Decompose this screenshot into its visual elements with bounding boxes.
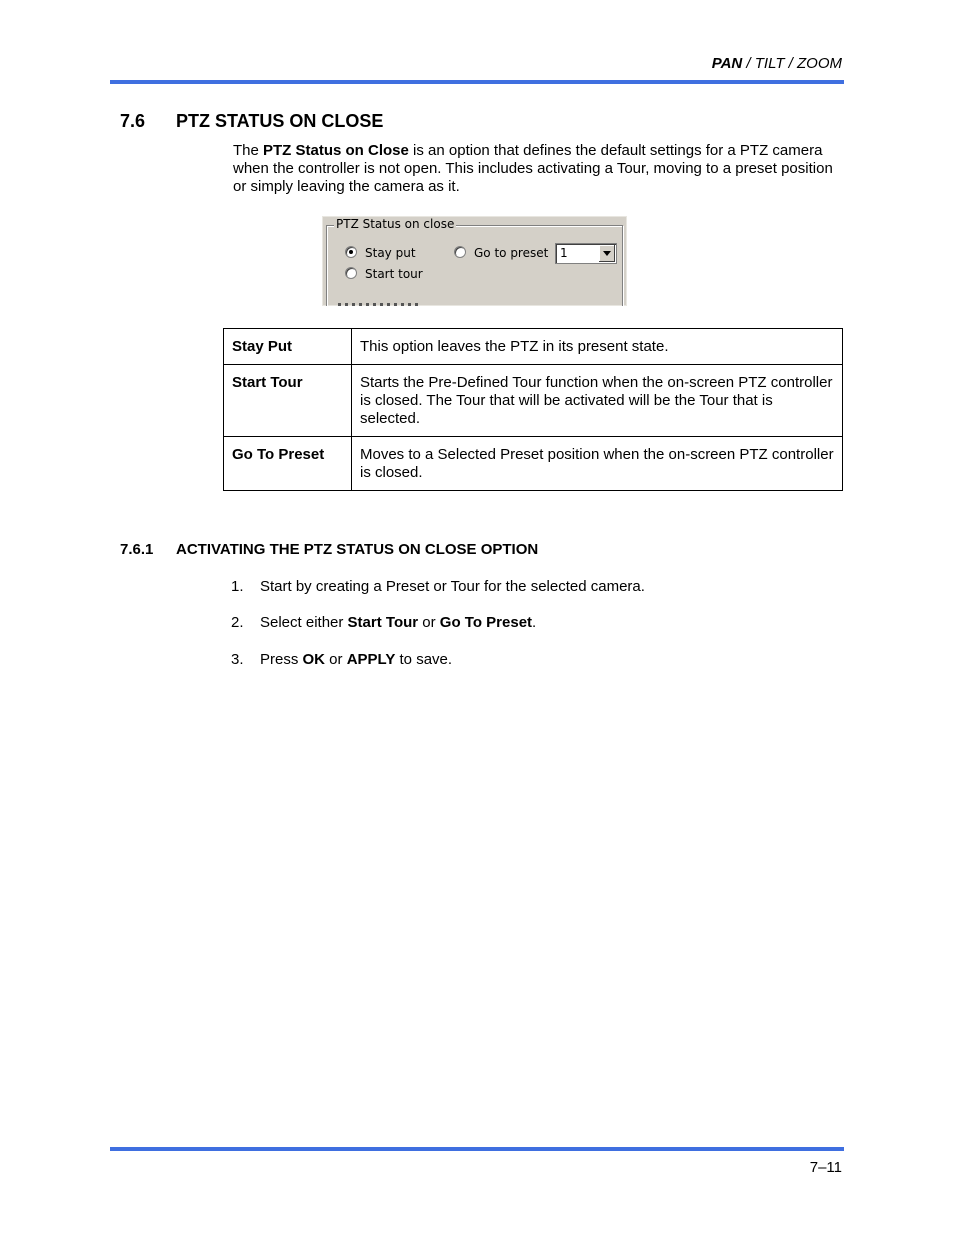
step-2	[231, 614, 536, 631]
subsection-title: ACTIVATING THE PTZ STATUS ON CLOSE OPTION	[176, 541, 539, 558]
cropped-text-fragment	[338, 303, 418, 306]
step-bold: Start Tour	[347, 614, 419, 631]
chevron-down-icon[interactable]	[599, 245, 615, 262]
go-to-preset-radio[interactable]	[454, 246, 466, 258]
stay-put-radio[interactable]	[345, 246, 357, 258]
step-number: 1.	[231, 578, 244, 595]
step-text: Press	[260, 651, 303, 668]
section-title: PTZ STATUS ON CLOSE	[176, 111, 384, 131]
section-number: 7.6	[120, 111, 146, 131]
step-text: .	[532, 614, 537, 631]
header-rest: / TILT / ZOOM	[742, 55, 842, 72]
options-table	[223, 328, 843, 491]
option-term: Stay Put	[224, 329, 352, 365]
option-term: Go To Preset	[224, 437, 352, 491]
step-text: Select either	[260, 614, 348, 631]
step-text: Start by creating a Preset or Tour for the selected camera.	[260, 578, 645, 595]
page-number: 7–11	[809, 1159, 842, 1176]
option-description: This option leaves the PTZ in its present state.	[352, 329, 843, 365]
start-tour-label: Start tour	[365, 267, 423, 281]
header-rule	[110, 80, 844, 84]
step-bold: Go To Preset	[439, 614, 533, 631]
step-bold: APPLY	[346, 651, 396, 668]
footer-rule	[110, 1147, 844, 1151]
step-text: or	[325, 651, 347, 668]
preset-select[interactable]	[555, 243, 617, 264]
groupbox-legend: PTZ Status on close	[336, 217, 455, 231]
table-row	[224, 437, 843, 491]
intro-bold: PTZ Status on Close	[263, 142, 409, 159]
option-description: Moves to a Selected Preset position when the on-screen PTZ controller is closed.	[352, 437, 843, 491]
option-term: Start Tour	[224, 365, 352, 437]
table-row	[224, 329, 843, 365]
intro-text-1: The	[233, 142, 264, 159]
preset-select-value: 1	[560, 246, 568, 260]
step-number: 3.	[231, 651, 244, 668]
step-text: or	[418, 614, 440, 631]
start-tour-radio[interactable]	[345, 267, 357, 279]
step-bold: OK	[302, 651, 326, 668]
step-number: 2.	[231, 614, 244, 631]
ptz-status-screenshot	[322, 216, 627, 306]
stay-put-label: Stay put	[365, 246, 416, 260]
ptz-status-groupbox	[326, 225, 623, 306]
running-header	[712, 55, 842, 72]
intro-text-2: is an option that defines the default settings for a PTZ camera when the controller is not open. This includes activating a Tour, moving to a preset position or simply leaving the camera as it.	[233, 142, 833, 195]
table-row	[224, 365, 843, 437]
step-text: to save.	[395, 651, 453, 668]
step-1	[231, 578, 645, 595]
header-bold: PAN	[711, 55, 743, 72]
step-3	[231, 651, 452, 668]
intro-paragraph	[233, 142, 833, 196]
go-to-preset-label: Go to preset	[474, 246, 549, 260]
subsection-number: 7.6.1	[120, 541, 154, 558]
option-description: Starts the Pre-Defined Tour function when the on-screen PTZ controller is closed. The Tour that will be activated will be the Tour that is selected.	[352, 365, 843, 437]
